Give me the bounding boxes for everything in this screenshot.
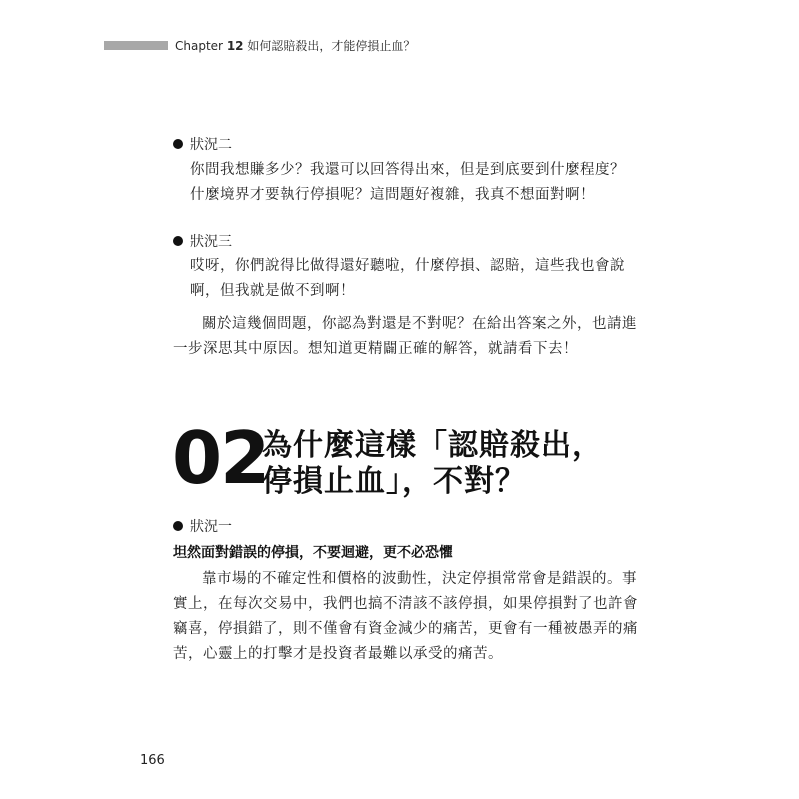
- bullet-situation-2: [173, 134, 232, 154]
- closing-paragraph: 關於這幾個問題，你認為對還是不對呢？在給出答案之外，也請進一步深思其中原因。想知道更精闢正確的解答，就請看下去！: [173, 316, 637, 357]
- bullet-dot-icon: [173, 139, 183, 149]
- bullet-dot-icon: [173, 521, 183, 531]
- header-chapter-number: 12: [226, 38, 244, 53]
- section-number: 02: [172, 416, 269, 500]
- situation-1-text: 靠市場的不確定性和價格的波動性，決定停損常常會是錯誤的。事實上，在每次交易中，我們也搞不清該不該停損，如果停損對了也許會竊喜，停損錯了，則不僅會有資金減少的痛苦，更會有一種被愚弄的痛苦，心靈上的打擊才是投資者最難以承受的痛苦。: [173, 571, 638, 662]
- situation-2-label: 狀況二: [190, 137, 232, 153]
- running-header: [104, 38, 415, 52]
- header-chapter-word: Chapter: [175, 38, 223, 53]
- header-gray-bar: [104, 41, 168, 50]
- situation-3-label: 狀況三: [190, 234, 232, 250]
- page-number: 166: [140, 753, 165, 768]
- section-title-line-2: 停損止血」，不對？: [262, 464, 526, 499]
- bullet-dot-icon: [173, 236, 183, 246]
- situation-3-text: 哎呀，你們說得比做得還好聽啦，什麼停損、認賠，這些我也會說啊，但我就是做不到啊！: [190, 258, 625, 299]
- bullet-situation-1: [173, 516, 232, 536]
- header-text: [175, 37, 415, 54]
- section-title: [262, 428, 603, 500]
- situation-2-text: 你問我想賺多少？我還可以回答得出來，但是到底要到什麼程度？什麼境界才要執行停損呢？這問題好複雜，我真不想面對啊！: [190, 162, 625, 203]
- situation-1-subheading: 坦然面對錯誤的停損，不要迴避，更不必恐懼: [173, 545, 453, 561]
- header-chapter-title: 如何認賠殺出，才能停損止血？: [247, 38, 416, 53]
- bullet-situation-3: [173, 231, 232, 251]
- situation-1-label: 狀況一: [190, 519, 232, 535]
- section-title-line-1: 為什麼這樣「認賠殺出，: [262, 428, 603, 463]
